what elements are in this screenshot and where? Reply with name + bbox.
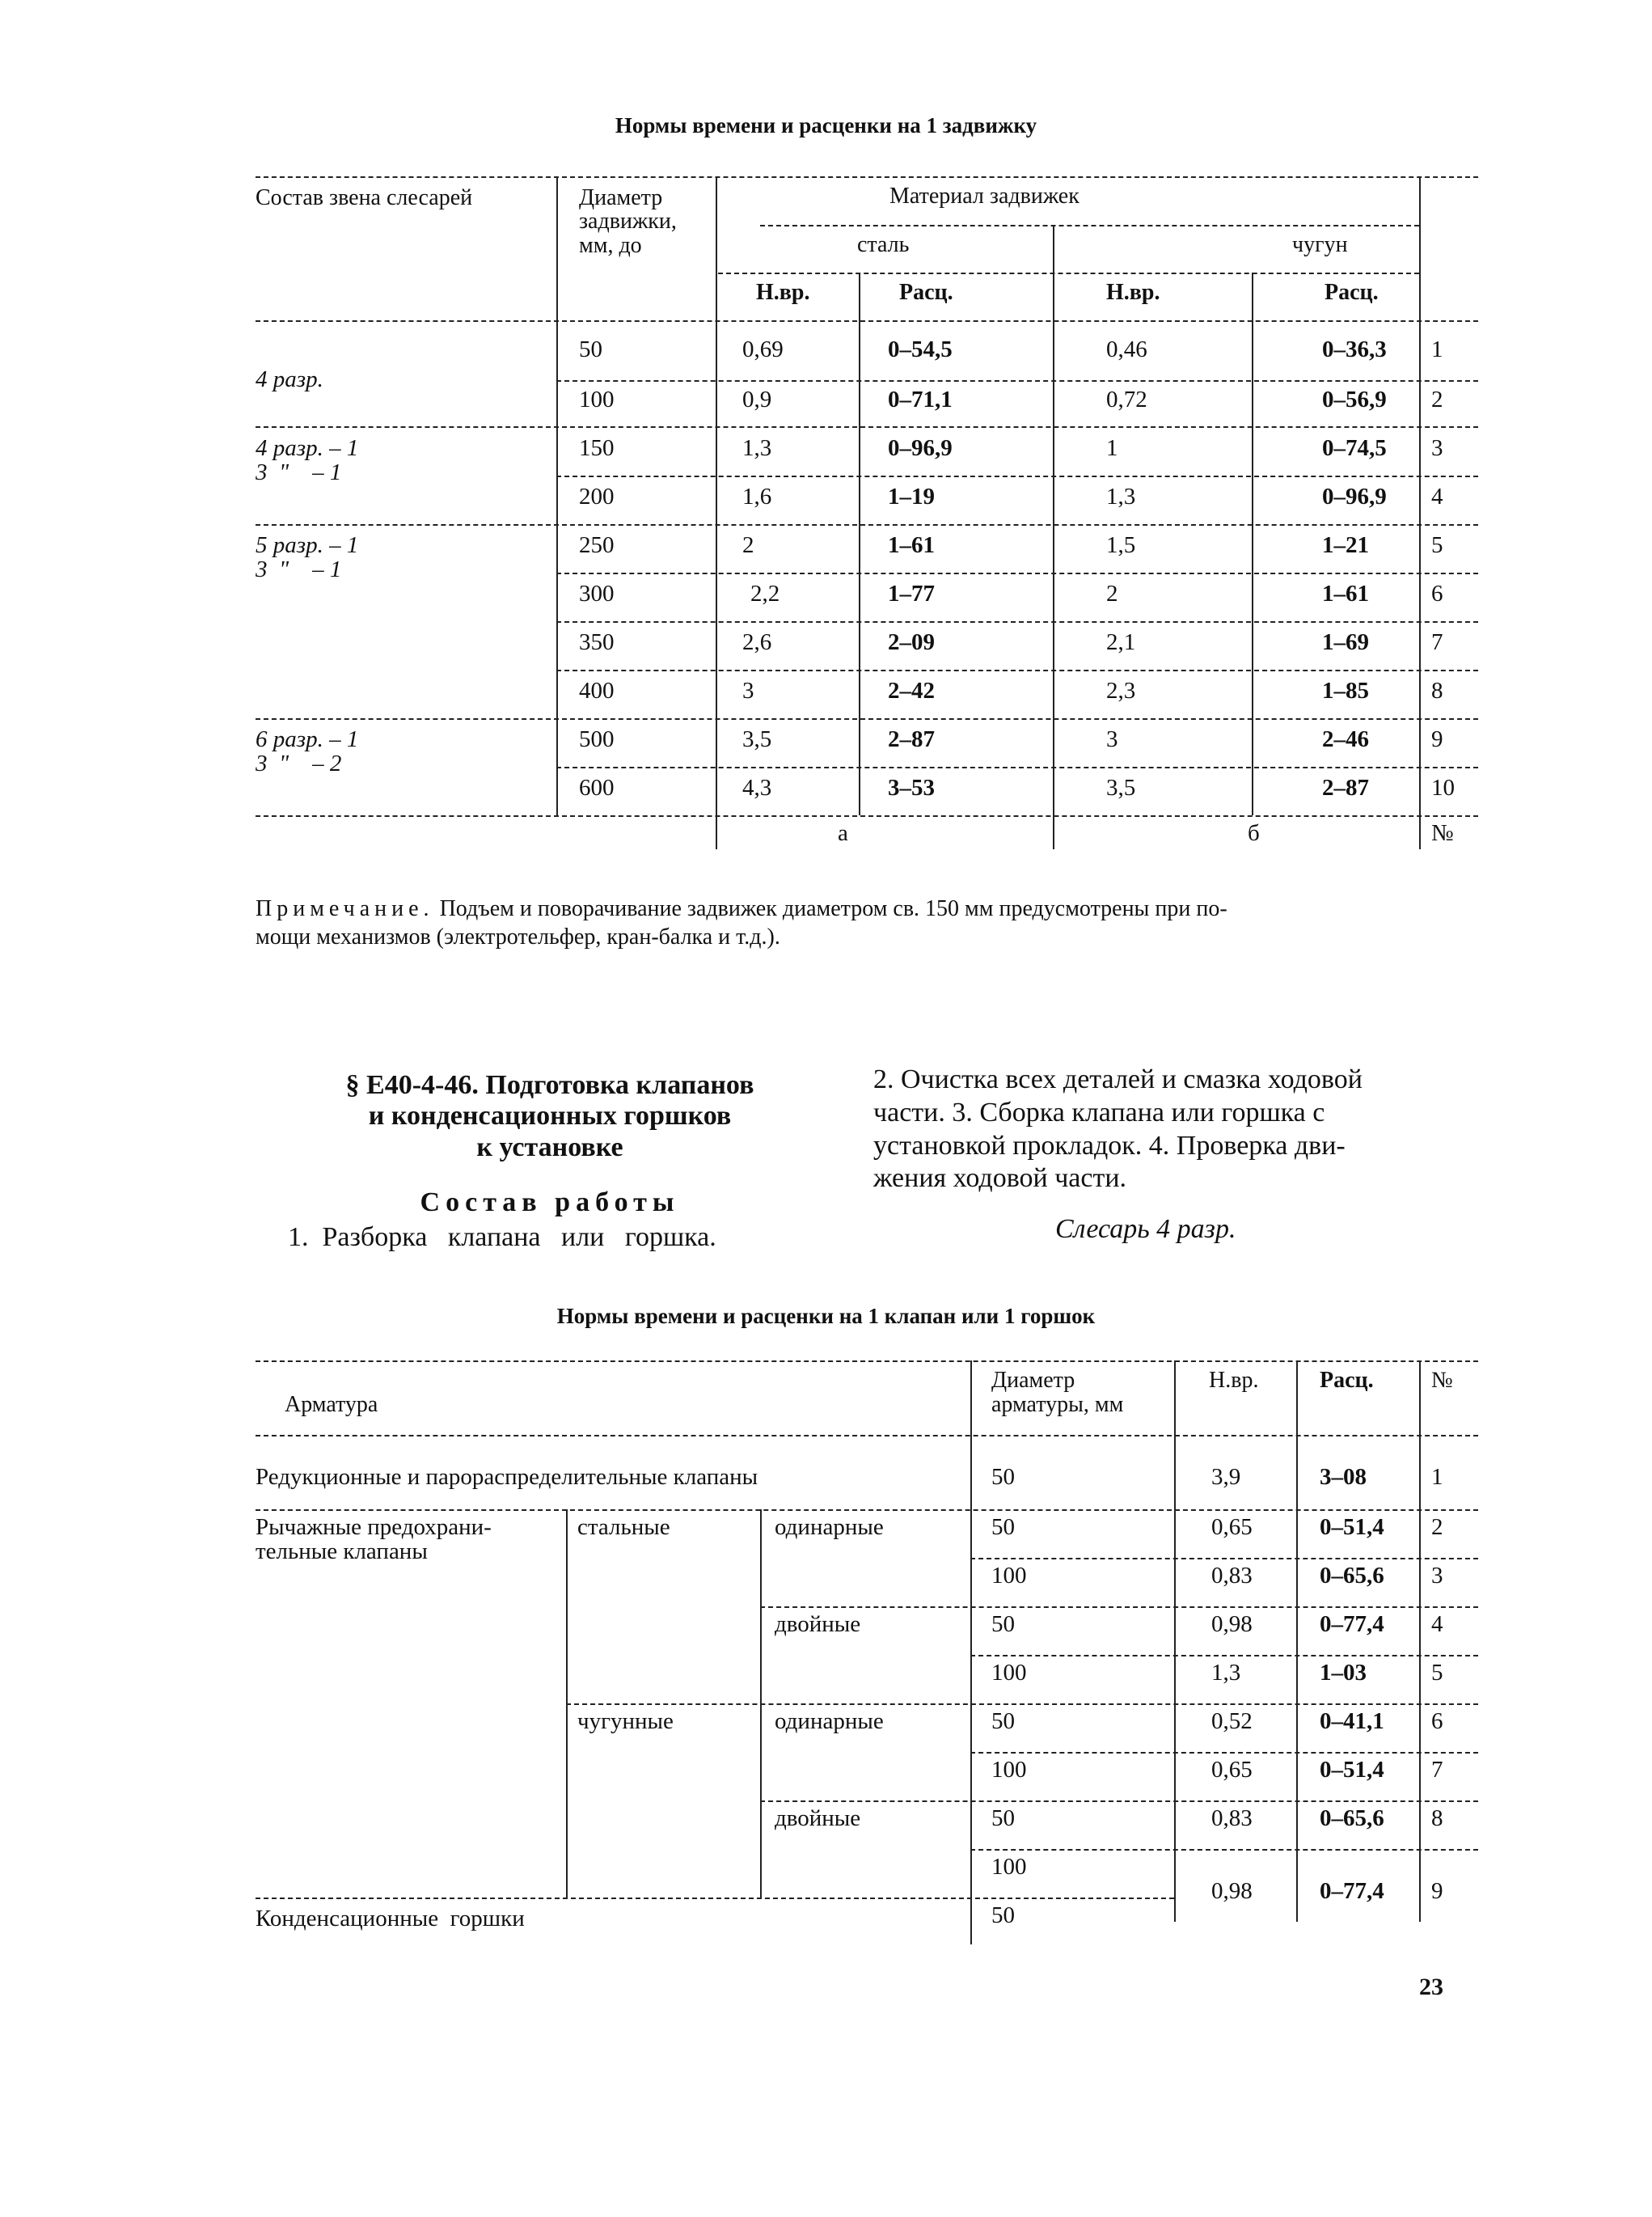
t2-row-number: 6 <box>1431 1708 1443 1734</box>
t1-iron-rasc: 2–46 <box>1322 726 1369 752</box>
t2-diameter: 50 <box>991 1708 1015 1734</box>
t2-nvr: 0,65 <box>1211 1514 1253 1540</box>
note-text-2: мощи механизмов (электротельфер, кран-балка и т.д.). <box>256 924 780 950</box>
t1-iron-rasc: 1–85 <box>1322 678 1369 704</box>
t1-iron-rasc: 1–21 <box>1322 532 1369 558</box>
t2-rasc: 0–77,4 <box>1320 1611 1384 1637</box>
t1-header-iron-nvr: Н.вр. <box>1106 280 1160 305</box>
t1-vline-no <box>1419 176 1421 849</box>
t2-label-iron: чугунные <box>577 1708 674 1734</box>
t2-diameter: 50 <box>991 1902 1015 1928</box>
section-title <box>307 1070 792 1163</box>
t1-diameter: 350 <box>579 629 615 655</box>
t1-header-steel-nvr: Н.вр. <box>756 280 810 305</box>
t2-header-rasc: Расц. <box>1320 1368 1374 1393</box>
t2-header-bottom <box>256 1435 1478 1436</box>
t2-rasc: 0–51,4 <box>1320 1757 1384 1783</box>
t2-nvr: 0,98 <box>1211 1611 1253 1637</box>
t1-group-rule <box>256 524 1478 526</box>
work-item-1: 1. Разборка клапана или горшка. <box>288 1222 716 1252</box>
t2-nvr: 0,98 <box>1211 1878 1253 1904</box>
t1-diameter: 100 <box>579 387 615 413</box>
t1-steel-nvr: 2,2 <box>750 581 780 607</box>
t2-row-rule <box>970 1655 1478 1656</box>
t1-iron-nvr: 2 <box>1106 581 1118 607</box>
work-heading: Состав работы <box>420 1187 680 1217</box>
t1-diameter: 600 <box>579 775 615 801</box>
note <box>256 895 1478 951</box>
t1-row-number: 5 <box>1431 532 1443 558</box>
t1-header-bottom <box>256 320 1478 322</box>
t1-diameter: 300 <box>579 581 615 607</box>
t1-diameter: 150 <box>579 435 615 461</box>
t2-diameter: 100 <box>991 1854 1027 1880</box>
t1-footer-a: а <box>838 820 848 846</box>
t1-steel-rasc: 0–54,5 <box>888 336 953 362</box>
t1-group-rule <box>256 718 1478 720</box>
t1-steel-nvr: 0,69 <box>742 336 784 362</box>
t1-crew-4-l2: 3 " – 2 <box>256 751 342 776</box>
t1-vline-crew <box>556 176 558 815</box>
t1-steel-rasc: 1–19 <box>888 484 935 510</box>
t1-row-rule <box>556 670 1478 671</box>
t1-vline-steel-n <box>859 273 860 815</box>
t2-label-lever-l2: тельные клапаны <box>256 1538 428 1564</box>
t1-steel-rasc: 0–71,1 <box>888 387 953 413</box>
worker-grade: Слесарь 4 разр. <box>1055 1214 1236 1244</box>
t2-diameter: 50 <box>991 1611 1015 1637</box>
work-desc-line1: 2. Очистка всех деталей и смазка ходовой <box>873 1064 1363 1094</box>
t2-nvr: 0,65 <box>1211 1757 1253 1783</box>
t1-steel-nvr: 0,9 <box>742 387 772 413</box>
t1-steel-nvr: 3 <box>742 678 754 704</box>
t2-label-lever-l1: Рычажные предохрани- <box>256 1514 492 1540</box>
t1-steel-rasc: 2–42 <box>888 678 935 704</box>
t1-iron-rasc: 0–74,5 <box>1322 435 1387 461</box>
t1-header-iron: чугун <box>1292 232 1348 257</box>
t2-nvr: 3,9 <box>1211 1464 1241 1490</box>
t2-nvr: 1,3 <box>1211 1660 1241 1686</box>
t2-diameter: 50 <box>991 1464 1015 1490</box>
t2-row-rule <box>256 1509 1478 1511</box>
t2-label-steel: стальные <box>577 1514 670 1540</box>
t2-row-number: 3 <box>1431 1563 1443 1589</box>
t1-vline-iron-n <box>1252 273 1253 815</box>
work-desc-line2: части. 3. Сборка клапана или горшка с <box>873 1097 1325 1128</box>
t1-header-iron-rasc: Расц. <box>1325 280 1379 305</box>
t2-row-rule <box>566 1703 1478 1705</box>
t2-diameter: 50 <box>991 1805 1015 1831</box>
t2-header-diameter-l1: Диаметр <box>991 1368 1075 1393</box>
t1-diameter: 500 <box>579 726 615 752</box>
t2-diameter: 100 <box>991 1563 1027 1589</box>
t2-vline-type <box>760 1509 762 1898</box>
t2-rasc: 0–65,6 <box>1320 1805 1384 1831</box>
t2-row-rule <box>970 1849 1478 1851</box>
t1-steel-rasc: 1–77 <box>888 581 935 607</box>
t2-row-rule <box>256 1898 1174 1899</box>
t2-row-number: 1 <box>1431 1464 1443 1490</box>
t2-vline-no <box>1419 1360 1421 1922</box>
work-description <box>873 1064 1472 1195</box>
t1-diameter: 250 <box>579 532 615 558</box>
t1-crew-3-l2: 3 " – 1 <box>256 556 342 582</box>
t1-iron-nvr: 3,5 <box>1106 775 1136 801</box>
t1-body-bottom <box>256 815 1478 817</box>
t2-row-rule <box>760 1606 1478 1608</box>
t2-label-reducing: Редукционные и парораспределительные клапаны <box>256 1464 758 1490</box>
t1-row-number: 6 <box>1431 581 1443 607</box>
t2-rasc: 0–77,4 <box>1320 1878 1384 1904</box>
t1-crew-2-l1: 4 разр. – 1 <box>256 435 359 461</box>
t1-header-steel-rasc: Расц. <box>899 280 953 305</box>
t2-header-nvr: Н.вр. <box>1209 1368 1259 1393</box>
t1-iron-rasc: 0–56,9 <box>1322 387 1387 413</box>
note-label: Примечание. <box>256 896 434 921</box>
t1-crew-3-l1: 5 разр. – 1 <box>256 532 359 558</box>
t1-row-number: 4 <box>1431 484 1443 510</box>
t1-iron-rasc: 0–96,9 <box>1322 484 1387 510</box>
t1-iron-nvr: 2,3 <box>1106 678 1136 704</box>
t2-nvr: 0,83 <box>1211 1563 1253 1589</box>
t2-top-border <box>256 1360 1478 1362</box>
t1-row-rule <box>556 476 1478 477</box>
t1-iron-rasc: 1–61 <box>1322 581 1369 607</box>
t1-row-number: 1 <box>1431 336 1443 362</box>
t2-header-no: № <box>1431 1368 1453 1393</box>
t2-row-number: 8 <box>1431 1805 1443 1831</box>
t1-iron-nvr: 1,5 <box>1106 532 1136 558</box>
t2-row-number: 7 <box>1431 1757 1443 1783</box>
t1-iron-nvr: 0,46 <box>1106 336 1147 362</box>
t2-header-fitting: Арматура <box>285 1392 378 1417</box>
t1-vline-material <box>1053 225 1054 849</box>
t2-label-single-steel: одинарные <box>775 1514 884 1540</box>
t1-steel-rasc: 3–53 <box>888 775 935 801</box>
t1-top-border <box>256 176 1478 178</box>
work-desc-line4: жения ходовой части. <box>873 1163 1127 1194</box>
t1-row-number: 8 <box>1431 678 1443 704</box>
t1-crew-1: 4 разр. <box>256 366 323 392</box>
t1-iron-nvr: 2,1 <box>1106 629 1136 655</box>
t2-vline-rasc <box>1296 1360 1298 1922</box>
t2-rasc: 1–03 <box>1320 1660 1367 1686</box>
t2-row-number: 9 <box>1431 1878 1443 1904</box>
page-number: 23 <box>1419 1974 1443 2000</box>
t1-steel-nvr: 2 <box>742 532 754 558</box>
t1-row-rule <box>556 380 1478 382</box>
t2-diameter: 100 <box>991 1757 1027 1783</box>
t1-row-rule <box>556 767 1478 768</box>
t1-iron-rasc: 0–36,3 <box>1322 336 1387 362</box>
t2-label-double-iron: двойные <box>775 1805 861 1831</box>
t2-vline-diam <box>970 1360 972 1944</box>
t2-row-rule <box>760 1800 1478 1802</box>
t1-steel-nvr: 1,3 <box>742 435 772 461</box>
t2-row-number: 2 <box>1431 1514 1443 1540</box>
t1-diameter: 50 <box>579 336 602 362</box>
t1-row-number: 10 <box>1431 775 1455 801</box>
t1-crew-4-l1: 6 разр. – 1 <box>256 726 359 752</box>
t1-diameter: 200 <box>579 484 615 510</box>
t1-group-rule <box>256 426 1478 428</box>
t1-iron-nvr: 3 <box>1106 726 1118 752</box>
section-title-line1: § Е40-4-46. Подготовка клапанов <box>345 1070 754 1100</box>
t2-rasc: 0–65,6 <box>1320 1563 1384 1589</box>
t2-vline-group <box>566 1509 568 1898</box>
t2-rasc: 3–08 <box>1320 1464 1367 1490</box>
t2-header-diameter-l2: арматуры, мм <box>991 1392 1124 1417</box>
t2-diameter: 50 <box>991 1514 1015 1540</box>
t1-rule-material <box>760 225 1419 226</box>
t1-row-rule <box>556 621 1478 623</box>
t2-nvr: 0,52 <box>1211 1708 1253 1734</box>
t2-label-single-iron: одинарные <box>775 1708 884 1734</box>
t2-label-double-steel: двойные <box>775 1611 861 1637</box>
t1-crew-2-l2: 3 " – 1 <box>256 459 342 485</box>
work-desc-line3: установкой прокладок. 4. Проверка дви- <box>873 1130 1346 1161</box>
t2-row-number: 5 <box>1431 1660 1443 1686</box>
t1-header-steel: сталь <box>857 232 910 257</box>
t1-footer-b: б <box>1248 820 1260 846</box>
t1-header-crew: Состав звена слесарей <box>256 185 473 210</box>
t1-rule-subhead <box>718 273 1419 274</box>
t1-header-material: Материал задвижек <box>889 184 1080 209</box>
t1-steel-rasc: 2–87 <box>888 726 935 752</box>
t2-diameter: 100 <box>991 1660 1027 1686</box>
t1-row-rule <box>556 573 1478 574</box>
t2-vline-nvr <box>1174 1360 1176 1922</box>
table1-title: Нормы времени и расценки на 1 задвижку <box>615 113 1037 138</box>
t1-iron-nvr: 1 <box>1106 435 1118 461</box>
table2-title: Нормы времени и расценки на 1 клапан или 1 горшок <box>556 1304 1096 1328</box>
t2-rasc: 0–51,4 <box>1320 1514 1384 1540</box>
t1-iron-rasc: 1–69 <box>1322 629 1369 655</box>
t1-steel-rasc: 0–96,9 <box>888 435 953 461</box>
note-text: Подъем и поворачивание задвижек диаметром св. 150 мм предусмотрены при по- <box>439 896 1227 921</box>
t1-steel-rasc: 2–09 <box>888 629 935 655</box>
t1-iron-rasc: 2–87 <box>1322 775 1369 801</box>
t1-iron-nvr: 1,3 <box>1106 484 1136 510</box>
t1-steel-nvr: 4,3 <box>742 775 772 801</box>
t1-steel-nvr: 3,5 <box>742 726 772 752</box>
t1-diameter: 400 <box>579 678 615 704</box>
t1-row-number: 2 <box>1431 387 1443 413</box>
t1-steel-rasc: 1–61 <box>888 532 935 558</box>
t1-iron-nvr: 0,72 <box>1106 387 1147 413</box>
t1-header-diameter: Диаметр задвижки, мм, до <box>579 185 677 258</box>
section-title-line2: и конденсационных горшков <box>368 1101 732 1132</box>
t2-row-rule <box>970 1752 1478 1754</box>
t2-row-number: 4 <box>1431 1611 1443 1637</box>
t1-steel-nvr: 1,6 <box>742 484 772 510</box>
section-title-line3: к установке <box>476 1132 623 1162</box>
t1-row-number: 9 <box>1431 726 1443 752</box>
t1-steel-nvr: 2,6 <box>742 629 772 655</box>
t1-vline-diam <box>716 176 717 849</box>
t1-row-number: 3 <box>1431 435 1443 461</box>
t1-row-number: 7 <box>1431 629 1443 655</box>
t1-footer-no: № <box>1431 820 1454 846</box>
t2-row-rule <box>970 1558 1478 1559</box>
t2-label-condensate: Конденсационные горшки <box>256 1906 525 1931</box>
t2-rasc: 0–41,1 <box>1320 1708 1384 1734</box>
t2-nvr: 0,83 <box>1211 1805 1253 1831</box>
